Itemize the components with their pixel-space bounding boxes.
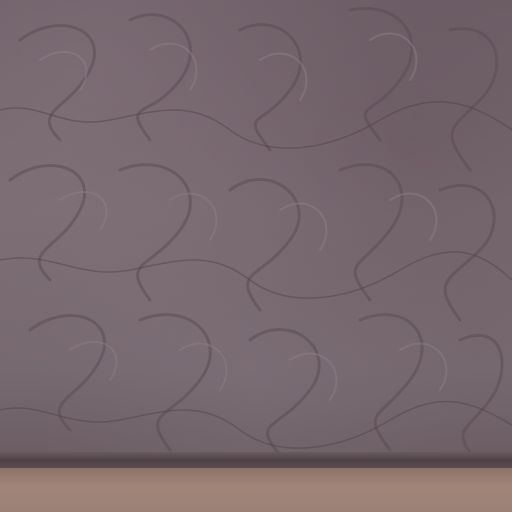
floor-surface (0, 468, 512, 512)
